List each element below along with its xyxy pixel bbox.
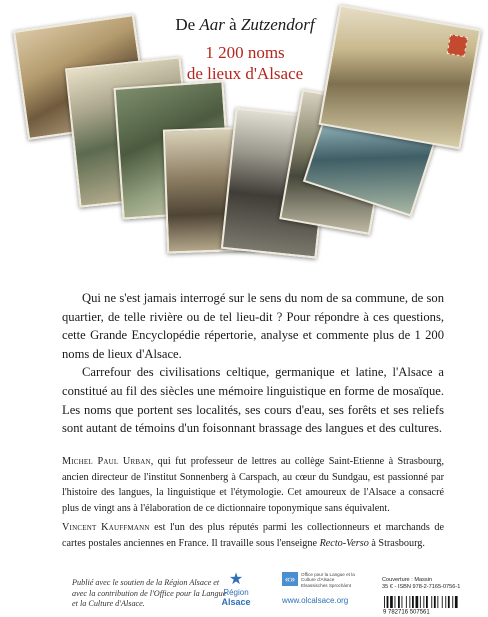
book-title [150,14,340,84]
title-line-3: de lieux d'Alsace [186,64,304,83]
svg-text:9 782716 507561: 9 782716 507561 [383,609,430,614]
olca-name: Office pour la Langue et la Culture d'Alsace Elsassisches Sprochàmt [301,572,355,588]
barcode [382,596,480,614]
cover-info [382,577,482,591]
olca-url: www.olcalsace.org [282,596,349,605]
title-line-1: De Aar à Zutzendorf [175,15,315,34]
title-line-2: 1 200 noms [205,43,285,62]
author-name-urban: Michel Paul Urban [62,456,151,467]
olca-logo [282,572,362,610]
bio-kauffmann: Vincent Kauffmann est l'un des plus réputés parmi les collectionneurs et marchands de cartes postales anciennes en France. Il travaille sous l'enseigne Recto-Verso à Strasbourg. [62,522,444,549]
cover-credit: Couverture : Massin [382,577,433,583]
postcard-collage [0,0,488,270]
author-bios [62,454,444,556]
author-name-kauffmann: Vincent Kauffmann [62,522,150,534]
price-isbn: 35 € - ISBN 978-2-7165-0756-1 [382,584,461,590]
bio-urban: Michel Paul Urban, qui fut professeur de lettres au collège Saint-Etienne à Strasbourg, ancien directeur de l'institut Sonnenberg à Carspach, au cœur du Sundgau, est passionné par l'histoire des langues, la linguistique et l'étymologie. Cet amoureux de l'Alsace a consacré plus de vingt ans à l'élaboration de ce dictionnaire toponymique sans équivalent. [62,456,444,514]
intro-text [62,289,444,438]
region-alsace-logo: ★ Région Alsace [213,572,259,610]
intro-paragraph-1: Qui ne s'est jamais interrogé sur le sens du nom de sa commune, de son quartier, de telle rivière ou de tel lieu-dit ? Pour répondre à ces questions, cette Grande Encyclopédie répertorie, analyse et commente plus de 1 200 noms de lieux d'Alsace. [62,291,444,361]
stamp-icon [447,34,468,57]
publisher-credit: Publié avec le soutien de la Région Alsace et avec la contribution de l'Office pour la Langue et la Culture d'Alsace. [72,578,227,608]
postcard-river [319,4,482,149]
olca-mark-icon: «» [282,572,298,586]
intro-paragraph-2: Carrefour des civilisations celtique, germanique et latine, l'Alsace a constitué au fil des siècles une mémoire linguistique en forme de mosaïque. Les noms que portent ses localités, ses cours d'eau, ses forêts et ses reliefs sont autant de témoins d'un foisonnant brassage des langues et des cultures. [62,365,444,436]
star-icon: ★ [228,571,244,588]
